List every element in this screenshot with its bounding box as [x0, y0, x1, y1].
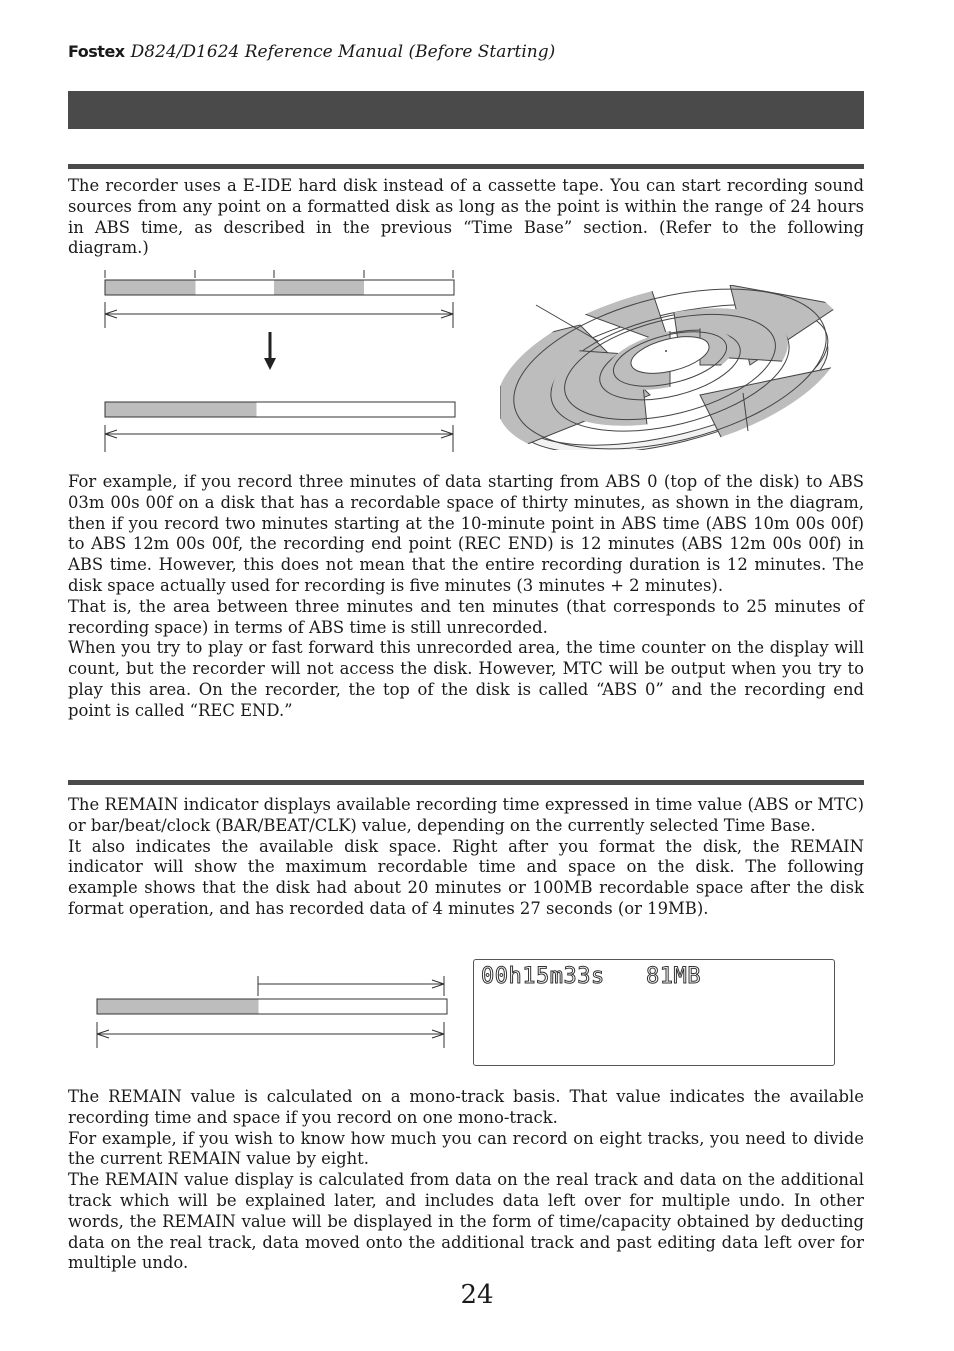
example-paragraph: When you try to play or fast forward this unrecorded area, the time counter on the display will count, but the recorder will not access the disk. However, MTC will be output when you try to play this area. On the recorder, the top of the disk is called “ABS 0” and the recording end point is called “REC END.”: [68, 638, 864, 720]
example-paragraphs: [68, 472, 864, 722]
recorded-segment: [98, 1000, 259, 1014]
calc-paragraph: For example, if you wish to know how much you can record on eight tracks, you need to divide the current REMAIN value by eight.: [68, 1128, 864, 1169]
hard-disk-illustration: [500, 285, 845, 450]
calc-paragraph: The REMAIN value is calculated on a mono-track basis. That value indicates the available recording time and space if you record on one mono-track.: [68, 1087, 864, 1127]
lcd-size: 81MB: [645, 964, 701, 989]
used-segment: [106, 403, 257, 417]
recorded-segment: [274, 281, 364, 295]
recorded-segment: [106, 281, 196, 295]
example-paragraph: For example, if you record three minutes of data starting from ABS 0 (top of the disk) to ABS 03m 00s 00f on a disk that has a recordable space of thirty minutes, as shown in the diagram, then if you record two minutes starting at the 10-minute point in ABS time (ABS 10m 00s 00f) to ABS 12m 00s 00f, the recording end point (REC END) is 12 minutes (ABS 12m 00s 00f) in ABS time. However, this does not mean that the entire recording duration is 12 minutes. The disk space actually used for recording is five minutes (3 minutes + 2 minutes).: [68, 472, 864, 595]
remain-paragraph: It also indicates the available disk space. Right after you format the disk, the REMAIN indicator will show the maximum recordable time and space on the disk. The following example shows that the disk had about 20 minutes or 100MB recordable space after the disk format operation, and has recorded data of 4 minutes 27 seconds (or 19MB).: [68, 836, 864, 918]
calc-paragraphs: [68, 1087, 864, 1274]
page-number: 24: [460, 1280, 494, 1310]
remain-diagram: [90, 972, 455, 1052]
abs-timeline-diagram: [95, 262, 465, 462]
remain-lcd-display: [473, 959, 835, 1066]
intro-paragraph: The recorder uses a E-IDE hard disk instead of a cassette tape. You can start recording sound sources from any point on a formatted disk as long as the point is within the range of 24 hours in ABS time, as described in the previous “Time Base” section. (Refer to the following diagram.): [68, 176, 864, 258]
section-title-bar: [68, 91, 864, 129]
lcd-time: 00h15m33s: [481, 964, 605, 989]
section-divider: [68, 164, 864, 169]
example-paragraph: That is, the area between three minutes and ten minutes (that corresponds to 25 minutes of recording space) in terms of ABS time is still unrecorded.: [68, 596, 864, 637]
calc-paragraph: The REMAIN value display is calculated from data on the real track and data on the additional track which will be explained later, and includes data left over for multiple undo. In other words, the REMAIN value will be displayed in the form of time/capacity obtained by deducting data on the real track, data moved onto the additional track and past editing data left over for multiple undo.: [68, 1170, 864, 1273]
remain-paragraphs: [68, 795, 864, 920]
page-header: [68, 42, 555, 62]
section-divider: [68, 780, 864, 785]
manual-title: D824/D1624 Reference Manual (Before Starting): [130, 42, 556, 62]
remain-paragraph: The REMAIN indicator displays available recording time expressed in time value (ABS or MTC) or bar/beat/clock (BAR/BEAT/CLK) value, depending on the currently selected Time Base.: [68, 795, 864, 835]
brand-logo: Fostex: [68, 42, 125, 61]
